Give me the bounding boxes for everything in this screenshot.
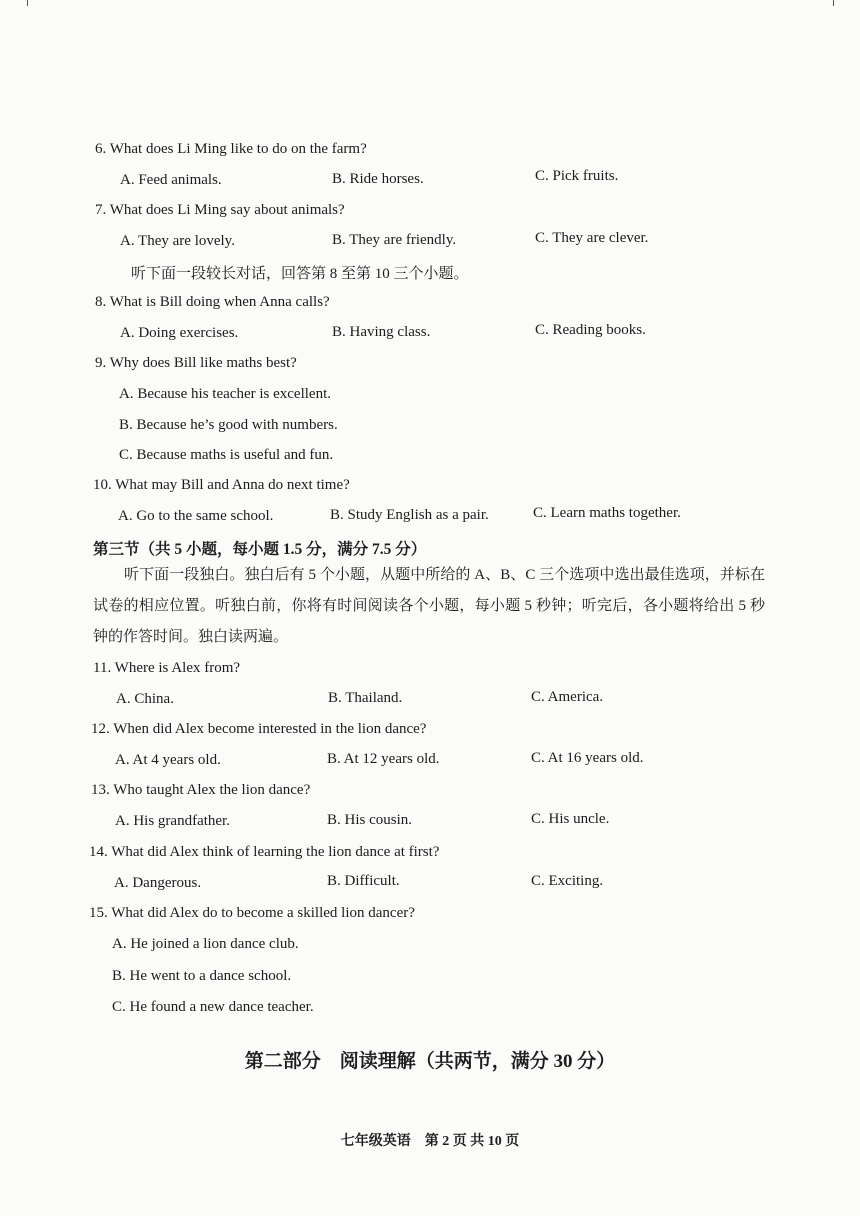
option-c: C. Because maths is useful and fun. bbox=[119, 447, 334, 463]
option-a: A. China. bbox=[116, 691, 174, 707]
option-c: C. Reading books. bbox=[535, 322, 646, 338]
question-stem: 8. What is Bill doing when Anna calls? bbox=[95, 294, 330, 310]
option-c: C. He found a new dance teacher. bbox=[112, 999, 314, 1015]
section-instruction: 听下面一段较长对话，回答第 8 至第 10 三个小题。 bbox=[131, 266, 469, 282]
question-stem: 14. What did Alex think of learning the lion dance at first? bbox=[89, 844, 440, 860]
option-c: C. At 16 years old. bbox=[531, 750, 644, 766]
question-stem: 10. What may Bill and Anna do next time? bbox=[93, 477, 350, 493]
section-instructions: 听下面一段独白。独白后有 5 个小题，从题中所给的 A、B、C 三个选项中选出最佳选项，并标在试卷的相应位置。听独白前，你将有时间阅读各个小题，每小题 5 秒钟；听完后，各小题将给出 5 秒钟的作答时间。独白读两遍。 bbox=[93, 567, 765, 645]
option-a: A. Go to the same school. bbox=[118, 508, 274, 524]
question-stem: 7. What does Li Ming say about animals? bbox=[95, 202, 345, 218]
option-b: B. Study English as a pair. bbox=[330, 507, 489, 523]
question-stem: 11. Where is Alex from? bbox=[93, 660, 241, 676]
option-c: C. Exciting. bbox=[531, 873, 604, 889]
option-b: B. Ride horses. bbox=[332, 171, 424, 187]
option-a: A. Doing exercises. bbox=[120, 325, 239, 341]
option-b: B. At 12 years old. bbox=[327, 751, 440, 767]
option-a: A. He joined a lion dance club. bbox=[112, 936, 299, 952]
option-c: C. His uncle. bbox=[531, 811, 610, 827]
option-b: B. Having class. bbox=[332, 324, 431, 340]
option-b: B. His cousin. bbox=[327, 812, 413, 828]
option-a: A. Because his teacher is excellent. bbox=[119, 386, 331, 402]
option-c: C. Learn maths together. bbox=[533, 505, 681, 521]
question-stem: 15. What did Alex do to become a skilled lion dancer? bbox=[89, 905, 415, 921]
question-stem: 6. What does Li Ming like to do on the farm? bbox=[95, 141, 367, 157]
scan-mark bbox=[27, 0, 28, 6]
option-a: A. Dangerous. bbox=[114, 875, 202, 891]
question-stem: 9. Why does Bill like maths best? bbox=[95, 355, 297, 371]
option-b: B. Because he’s good with numbers. bbox=[119, 417, 338, 433]
option-c: C. They are clever. bbox=[535, 230, 649, 246]
option-c: C. America. bbox=[531, 689, 604, 705]
scan-mark bbox=[833, 0, 834, 6]
question-stem: 13. Who taught Alex the lion dance? bbox=[91, 782, 311, 798]
section-heading: 第三节（共 5 小题，每小题 1.5 分，满分 7.5 分） bbox=[93, 541, 427, 558]
option-a: A. At 4 years old. bbox=[115, 752, 221, 768]
option-b: B. Thailand. bbox=[328, 690, 403, 706]
option-a: A. Feed animals. bbox=[120, 172, 222, 188]
option-a: A. They are lovely. bbox=[120, 233, 235, 249]
option-b: B. Difficult. bbox=[327, 873, 400, 889]
option-a: A. His grandfather. bbox=[115, 813, 230, 829]
part-title: 第二部分 阅读理解（共两节，满分 30 分） bbox=[244, 1051, 616, 1072]
option-c: C. Pick fruits. bbox=[535, 168, 619, 184]
page-footer: 七年级英语 第 2 页 共 10 页 bbox=[340, 1134, 520, 1149]
option-b: B. He went to a dance school. bbox=[112, 968, 292, 984]
question-stem: 12. When did Alex become interested in the lion dance? bbox=[91, 721, 427, 737]
option-b: B. They are friendly. bbox=[332, 232, 457, 248]
